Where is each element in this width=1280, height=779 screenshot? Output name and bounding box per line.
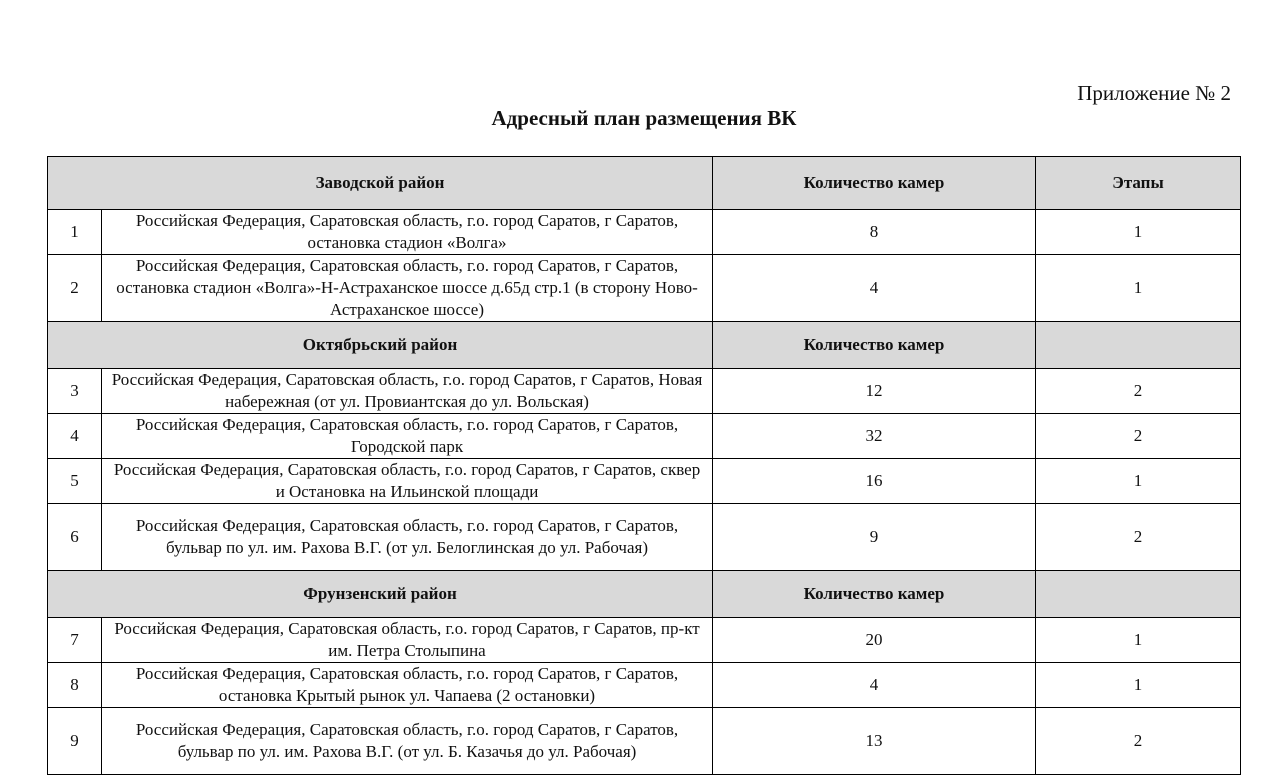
table-row bbox=[48, 255, 1241, 322]
cameras-count: 4 bbox=[713, 255, 1036, 322]
stage-value: 2 bbox=[1036, 414, 1241, 459]
stage-value: 2 bbox=[1036, 708, 1241, 775]
cameras-count: 4 bbox=[713, 663, 1036, 708]
cameras-column-header: Количество камер bbox=[713, 571, 1036, 618]
table-row bbox=[48, 414, 1241, 459]
table-row bbox=[48, 618, 1241, 663]
table-row bbox=[48, 504, 1241, 571]
district-name: Заводской район bbox=[48, 157, 713, 210]
row-number: 3 bbox=[48, 369, 102, 414]
address-cell: Российская Федерация, Саратовская область, г.о. город Саратов, г Саратов, бульвар по ул. им. Рахова В.Г. (от ул. Б. Казачья до ул. Рабочая) bbox=[102, 708, 713, 775]
cameras-count: 8 bbox=[713, 210, 1036, 255]
stage-value: 1 bbox=[1036, 255, 1241, 322]
row-number: 8 bbox=[48, 663, 102, 708]
stage-value: 2 bbox=[1036, 504, 1241, 571]
stage-value: 1 bbox=[1036, 210, 1241, 255]
row-number: 6 bbox=[48, 504, 102, 571]
table-row bbox=[48, 459, 1241, 504]
cameras-count: 16 bbox=[713, 459, 1036, 504]
table-row bbox=[48, 210, 1241, 255]
appendix-label: Приложение № 2 bbox=[1077, 81, 1231, 105]
cameras-count: 20 bbox=[713, 618, 1036, 663]
table-row bbox=[48, 663, 1241, 708]
address-cell: Российская Федерация, Саратовская область, г.о. город Саратов, г Саратов, Новая набережная (от ул. Провиантская до ул. Вольская) bbox=[102, 369, 713, 414]
section-header-frunzensky bbox=[48, 571, 1241, 618]
row-number: 4 bbox=[48, 414, 102, 459]
address-cell: Российская Федерация, Саратовская область, г.о. город Саратов, г Саратов, остановка стадион «Волга»-Н-Астраханское шоссе д.65д стр.1 (в сторону Ново-Астраханское шоссе) bbox=[102, 255, 713, 322]
row-number: 7 bbox=[48, 618, 102, 663]
stage-value: 2 bbox=[1036, 369, 1241, 414]
section-header-oktyabrsky bbox=[48, 322, 1241, 369]
stage-value: 1 bbox=[1036, 618, 1241, 663]
address-cell: Российская Федерация, Саратовская область, г.о. город Саратов, г Саратов, пр-кт им. Петра Столыпина bbox=[102, 618, 713, 663]
cameras-column-header: Количество камер bbox=[713, 157, 1036, 210]
cameras-column-header: Количество камер bbox=[713, 322, 1036, 369]
address-cell: Российская Федерация, Саратовская область, г.о. город Саратов, г Саратов, остановка Крытый рынок ул. Чапаева (2 остановки) bbox=[102, 663, 713, 708]
address-cell: Российская Федерация, Саратовская область, г.о. город Саратов, г Саратов, бульвар по ул. им. Рахова В.Г. (от ул. Белоглинская до ул. Рабочая) bbox=[102, 504, 713, 571]
district-name: Фрунзенский район bbox=[48, 571, 713, 618]
stage-value: 1 bbox=[1036, 663, 1241, 708]
cameras-count: 12 bbox=[713, 369, 1036, 414]
row-number: 1 bbox=[48, 210, 102, 255]
document-title: Адресный план размещения ВК bbox=[491, 106, 797, 130]
address-cell: Российская Федерация, Саратовская область, г.о. город Саратов, г Саратов, сквер и Остановка на Ильинской площади bbox=[102, 459, 713, 504]
cameras-count: 13 bbox=[713, 708, 1036, 775]
section-header-zavodskoy bbox=[48, 157, 1241, 210]
row-number: 9 bbox=[48, 708, 102, 775]
row-number: 2 bbox=[48, 255, 102, 322]
district-name: Октябрьский район bbox=[48, 322, 713, 369]
address-cell: Российская Федерация, Саратовская область, г.о. город Саратов, г Саратов, остановка стадион «Волга» bbox=[102, 210, 713, 255]
stages-column-header bbox=[1036, 322, 1241, 369]
table-row bbox=[48, 708, 1241, 775]
table-row bbox=[48, 369, 1241, 414]
row-number: 5 bbox=[48, 459, 102, 504]
stage-value: 1 bbox=[1036, 459, 1241, 504]
cameras-count: 32 bbox=[713, 414, 1036, 459]
stages-column-header bbox=[1036, 571, 1241, 618]
cameras-count: 9 bbox=[713, 504, 1036, 571]
address-plan-table bbox=[47, 156, 1241, 775]
address-cell: Российская Федерация, Саратовская область, г.о. город Саратов, г Саратов, Городской парк bbox=[102, 414, 713, 459]
stages-column-header: Этапы bbox=[1036, 157, 1241, 210]
